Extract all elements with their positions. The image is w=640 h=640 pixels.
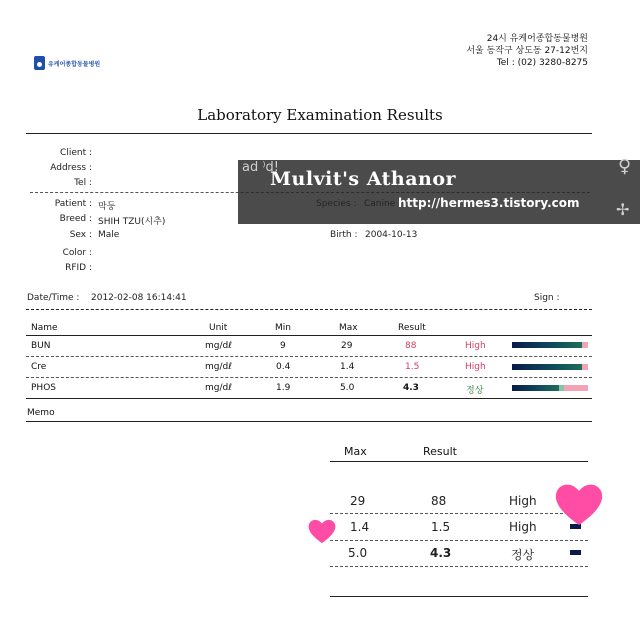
client-label: Client : [60, 148, 92, 158]
datetime-label: Date/Time : [27, 293, 80, 303]
address-label: Address : [50, 163, 92, 173]
row-divider [26, 356, 592, 357]
color-label: Color : [62, 248, 92, 258]
zoom-divider [330, 540, 588, 541]
breed-value: SHIH TZU(시추) [98, 217, 166, 227]
row-phos-level-bar [512, 385, 588, 391]
sign-label: Sign : [534, 293, 560, 303]
col-header-min: Min [275, 323, 291, 333]
row-phos-result: 4.3 [403, 383, 419, 393]
zoom-header-rule [330, 461, 588, 462]
deco-scribble: ad ⁾d! [242, 160, 280, 175]
row-cre-result: 1.5 [405, 362, 420, 372]
female-symbol-icon: ♀ [618, 156, 632, 177]
rfid-label: RFID : [65, 263, 92, 273]
row-phos-flag: 정상 [466, 386, 484, 396]
zoom-divider [330, 566, 588, 567]
zoom-row0-result: 88 [431, 494, 447, 508]
row-cre-unit: mg/dℓ [205, 362, 232, 372]
hospital-info [466, 33, 588, 69]
col-header-result: Result [398, 323, 426, 333]
zoom-row1-max: 1.4 [350, 520, 370, 534]
zoom-header-max: Max [344, 445, 367, 458]
title-rule [26, 133, 592, 134]
row-phos-name: PHOS [31, 383, 56, 393]
row-cre-min: 0.4 [276, 362, 291, 372]
report-title: Laboratory Examination Results [197, 106, 443, 124]
header-rule [26, 335, 592, 336]
row-bun-max: 29 [341, 341, 353, 351]
zoom-row2-level-mark [570, 550, 581, 555]
sparkle-icon: ✢ [616, 200, 630, 219]
zoom-row2-flag: 정상 [511, 548, 535, 562]
heart-icon [553, 480, 605, 528]
patient-label: Patient : [54, 199, 92, 209]
zoom-row1-result: 1.5 [431, 520, 451, 534]
heart-icon [307, 517, 337, 545]
row-bun-level-bar [512, 342, 588, 348]
row-bun-result: 88 [405, 341, 417, 351]
hospital-tel: Tel : (02) 3280-8275 [496, 58, 588, 68]
zoom-bottom-rule [330, 596, 588, 597]
row-bun-min: 9 [280, 341, 286, 351]
watermark-title: Mulvit's Athanor [270, 168, 457, 190]
hospital-address: 서울 동작구 상도동 27-12번지 [466, 46, 588, 56]
col-header-name: Name [31, 323, 58, 333]
birth-value: 2004-10-13 [365, 230, 418, 240]
memo-rule [26, 421, 592, 422]
row-phos-unit: mg/dℓ [205, 383, 232, 393]
patient-value: 막둥 [98, 202, 116, 212]
row-phos-max: 5.0 [340, 383, 355, 393]
col-header-max: Max [339, 323, 358, 333]
row-cre-level-bar [512, 364, 588, 370]
birth-label: Birth : [330, 230, 358, 240]
row-bun-name: BUN [31, 341, 51, 351]
zoom-row0-max: 29 [350, 494, 366, 508]
zoom-row0-flag: High [509, 494, 537, 508]
table-bottom-rule [26, 398, 592, 399]
row-divider [26, 377, 592, 378]
sex-value: Male [98, 230, 120, 240]
hospital-logo-icon [34, 56, 45, 70]
zoom-divider [330, 513, 588, 514]
tel-label: Tel : [74, 178, 92, 188]
row-phos-min: 1.9 [276, 383, 291, 393]
datetime-value: 2012-02-08 16:14:41 [91, 293, 187, 303]
memo-label: Memo [27, 408, 55, 418]
zoom-header-result: Result [423, 445, 457, 458]
date-rule [26, 309, 592, 310]
row-cre-name: Cre [31, 362, 47, 372]
watermark-url: http://hermes3.tistory.com [398, 196, 580, 210]
row-bun-flag: High [465, 341, 486, 351]
zoom-row2-max: 5.0 [348, 546, 368, 560]
logo-text: 유케어종합동물병원 [48, 60, 101, 68]
zoom-row1-flag: High [509, 520, 537, 534]
row-cre-max: 1.4 [340, 362, 355, 372]
row-bun-unit: mg/dℓ [205, 341, 232, 351]
row-cre-flag: High [465, 362, 486, 372]
breed-label: Breed : [59, 214, 92, 224]
zoom-row2-result: 4.3 [430, 546, 452, 560]
hospital-name: 24시 유케어종합동물병원 [486, 34, 588, 44]
col-header-unit: Unit [209, 323, 228, 333]
sex-label: Sex : [69, 230, 92, 240]
hospital-logo [34, 56, 100, 70]
